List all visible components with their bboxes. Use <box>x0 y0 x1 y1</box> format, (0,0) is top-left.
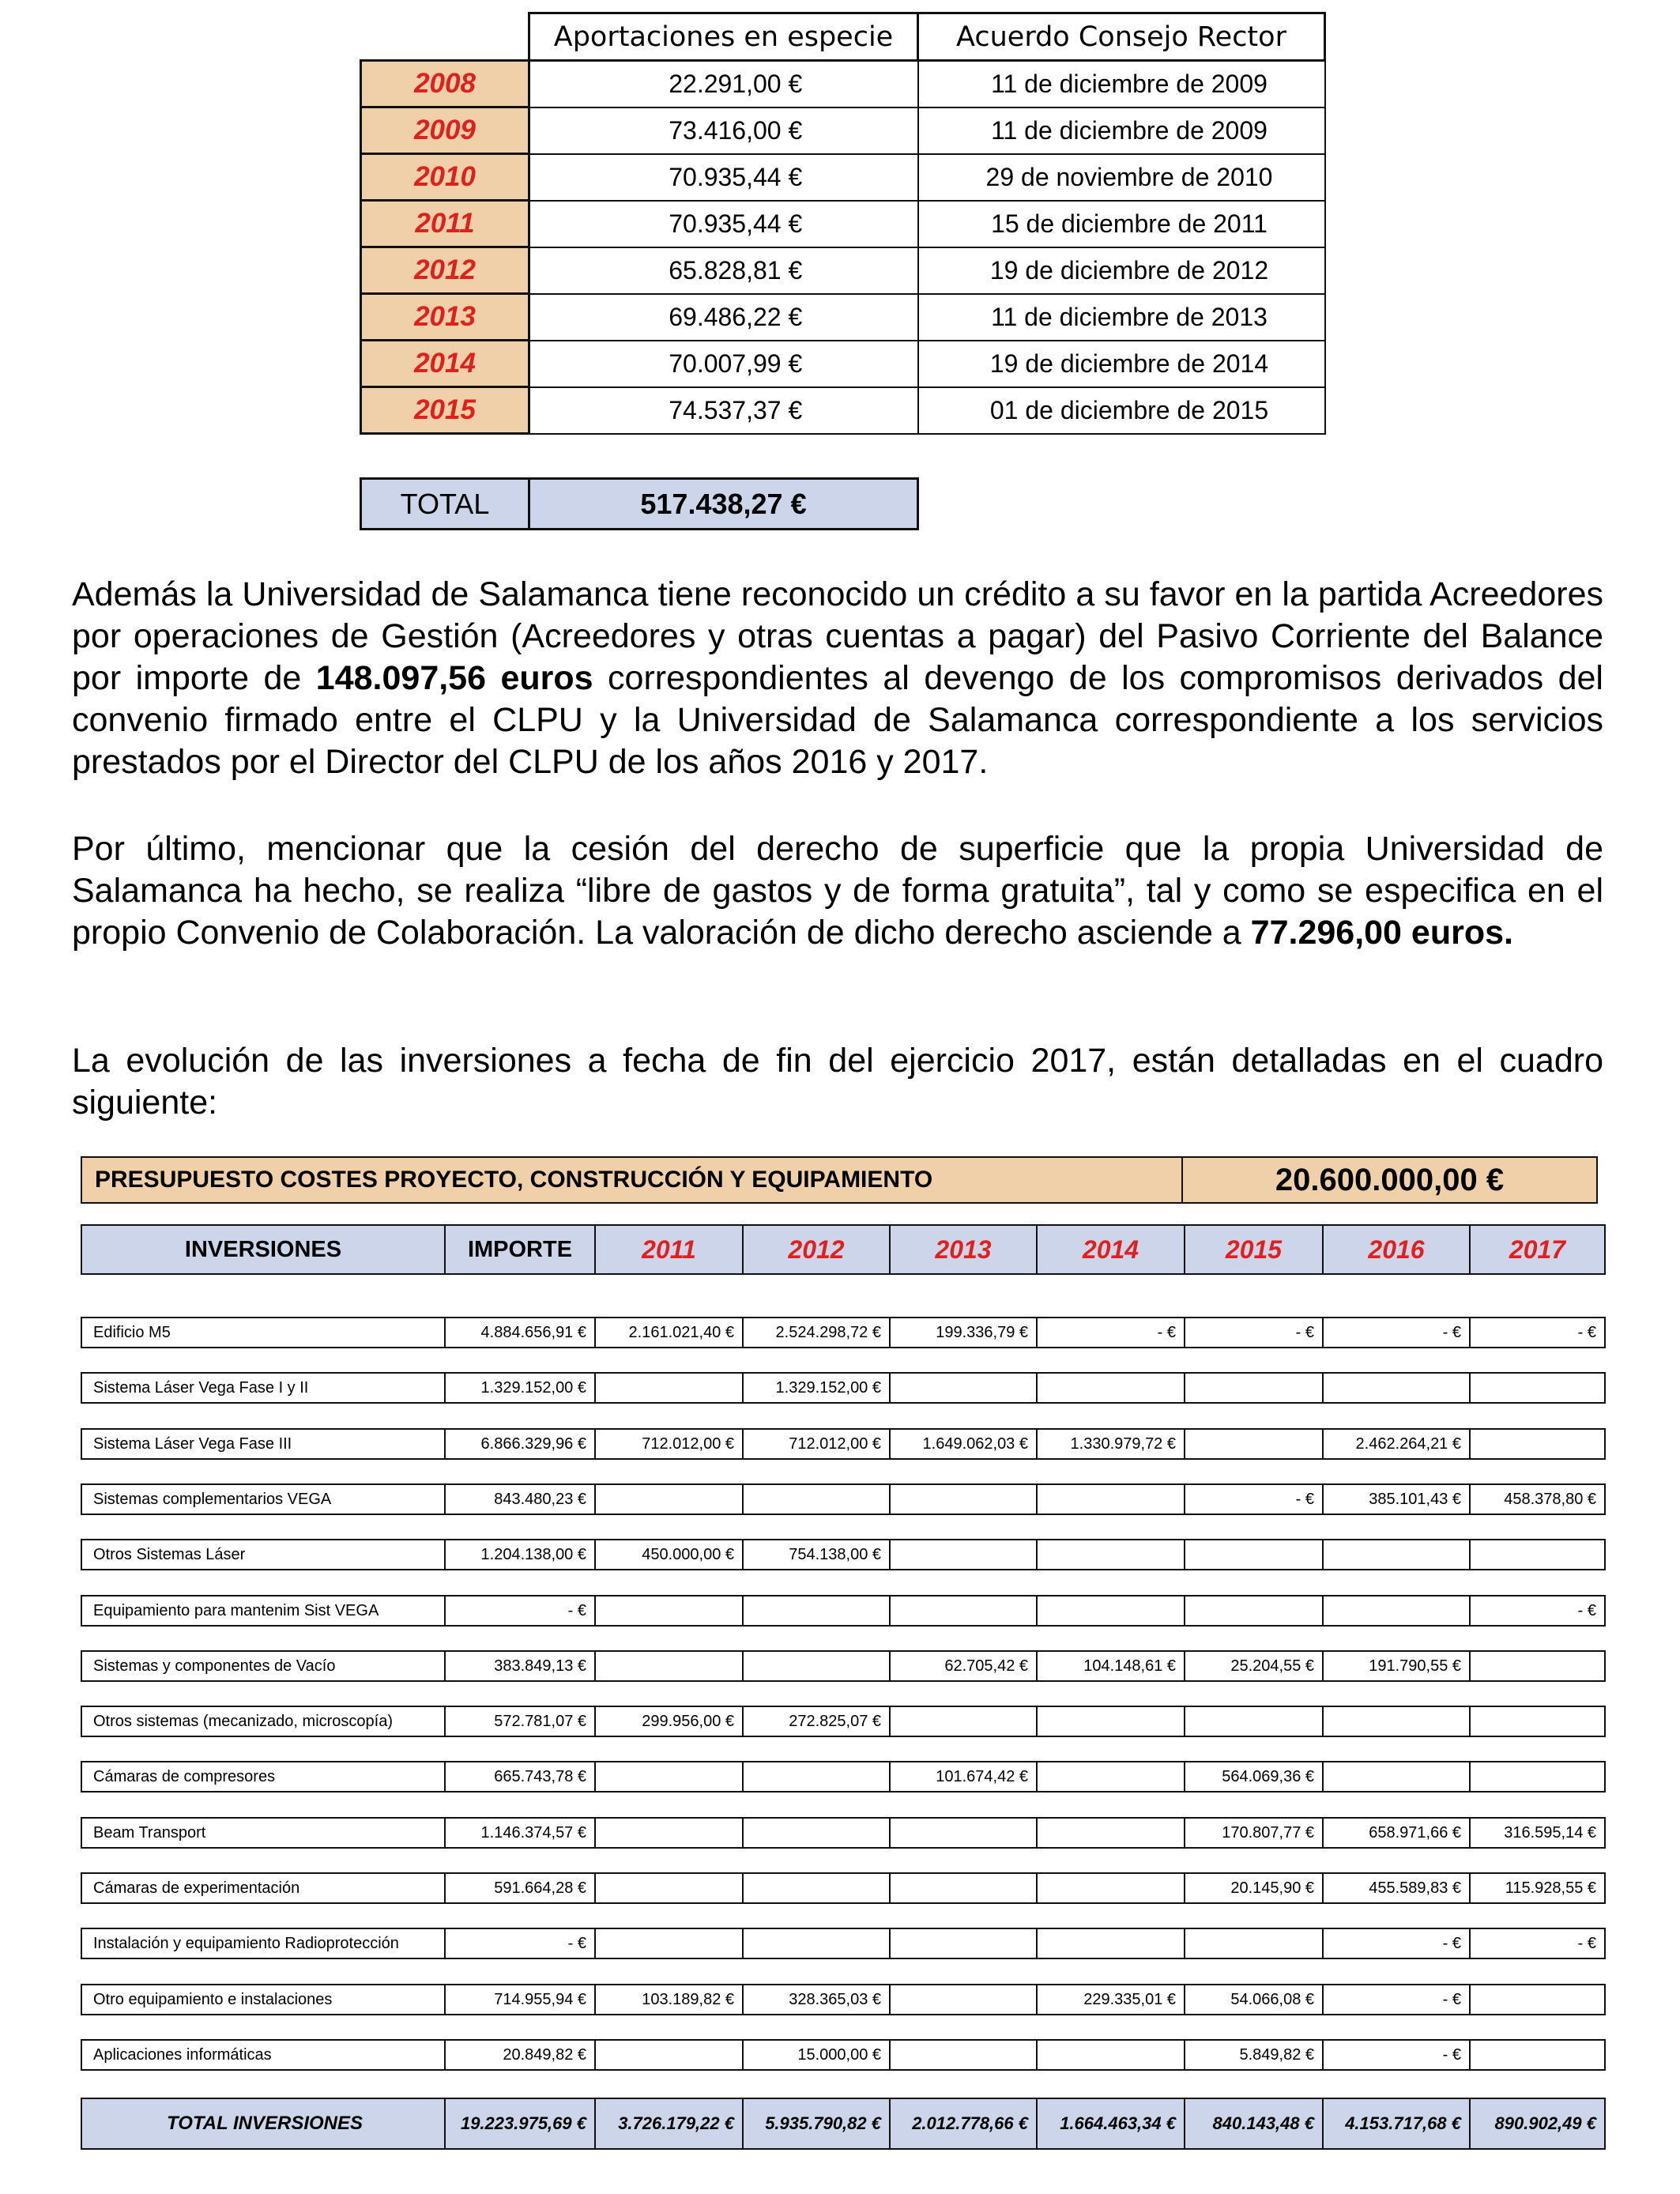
inversiones-header <box>81 1224 1606 1275</box>
table-row <box>81 1372 1606 1404</box>
inversion-amount-cell <box>890 1596 1037 1626</box>
inversion-amount-cell <box>1470 1429 1605 1459</box>
inversion-amount-cell: 712.012,00 € <box>743 1429 890 1459</box>
total-inversiones-label: TOTAL INVERSIONES <box>81 2098 445 2149</box>
table-row <box>81 1595 1606 1627</box>
inversion-amount-cell <box>595 1762 743 1792</box>
paragraph-credito <box>72 574 1603 783</box>
inversion-amount-cell: - € <box>1470 1318 1605 1348</box>
inversion-amount-cell: 2.161.021,40 € <box>595 1318 743 1348</box>
inversion-amount-cell <box>1037 2040 1185 2070</box>
inversion-name-cell: Cámaras de experimentación <box>81 1873 445 1903</box>
inversion-amount-cell: 15.000,00 € <box>743 2040 890 2070</box>
inversion-amount-cell <box>595 1651 743 1681</box>
amount-cell: 65.828,81 € <box>529 247 918 294</box>
inversion-amount-cell: - € <box>1323 1985 1470 2015</box>
inversion-amount-cell: 229.335,01 € <box>1037 1985 1185 2015</box>
inversion-amount-cell <box>743 1596 890 1626</box>
inversion-name-cell: Equipamiento para mantenim Sist VEGA <box>81 1596 445 1626</box>
inversion-amount-cell <box>890 1985 1037 2015</box>
amount-cell: 70.007,99 € <box>529 341 918 387</box>
inversion-amount-cell: 328.365,03 € <box>743 1985 890 2015</box>
table-row <box>361 387 1325 434</box>
table-row <box>81 2039 1606 2071</box>
aportaciones-header-row <box>361 13 1325 61</box>
total-cell: 2.012.778,66 € <box>890 2098 1037 2149</box>
inversion-amount-cell <box>1323 1373 1470 1403</box>
inversion-amount-cell: 843.480,23 € <box>445 1484 595 1514</box>
header-year: 2011 <box>595 1225 743 1274</box>
table-row <box>361 201 1325 247</box>
header-blank-cell <box>361 13 529 61</box>
date-cell: 11 de diciembre de 2013 <box>918 294 1325 341</box>
table-row <box>81 1428 1606 1460</box>
total-cell: 3.726.179,22 € <box>595 2098 743 2149</box>
inversion-amount-cell <box>1185 1928 1323 1958</box>
inversion-amount-cell <box>595 2040 743 2070</box>
inversion-amount-cell <box>1323 1762 1470 1792</box>
total-cell: 1.664.463,34 € <box>1037 2098 1185 2149</box>
table-row <box>361 294 1325 341</box>
inversion-amount-cell: 103.189,82 € <box>595 1985 743 2015</box>
table-row <box>81 1483 1606 1515</box>
inversion-amount-cell: 572.781,07 € <box>445 1706 595 1736</box>
inversion-amount-cell <box>890 1373 1037 1403</box>
table-row <box>81 1817 1606 1849</box>
inversion-amount-cell <box>595 1484 743 1514</box>
year-cell: 2010 <box>361 154 529 201</box>
date-cell: 11 de diciembre de 2009 <box>918 107 1325 154</box>
inversion-amount-cell: 385.101,43 € <box>1323 1484 1470 1514</box>
date-cell: 19 de diciembre de 2012 <box>918 247 1325 294</box>
inversion-amount-cell <box>890 1484 1037 1514</box>
header-importe: IMPORTE <box>445 1225 595 1274</box>
date-cell: 01 de diciembre de 2015 <box>918 387 1325 434</box>
inversion-amount-cell: 54.066,08 € <box>1185 1985 1323 2015</box>
inversion-amount-cell: 20.849,82 € <box>445 2040 595 2070</box>
total-cell: 5.935.790,82 € <box>743 2098 890 2149</box>
amount-cell: 70.935,44 € <box>529 154 918 201</box>
date-cell: 29 de noviembre de 2010 <box>918 154 1325 201</box>
amount-cell: 73.416,00 € <box>529 107 918 154</box>
total-cell: 840.143,48 € <box>1185 2098 1323 2149</box>
inversion-amount-cell <box>1185 1429 1323 1459</box>
inversion-amount-cell: - € <box>1470 1928 1605 1958</box>
inversion-amount-cell <box>1470 1540 1605 1570</box>
inversion-amount-cell: 104.148,61 € <box>1037 1651 1185 1681</box>
header-year: 2015 <box>1185 1225 1323 1274</box>
inversion-name-cell: Otros sistemas (mecanizado, microscopía) <box>81 1706 445 1736</box>
table-row <box>361 341 1325 387</box>
inversion-amount-cell: 712.012,00 € <box>595 1429 743 1459</box>
inversion-amount-cell: 1.330.979,72 € <box>1037 1429 1185 1459</box>
inversion-amount-cell <box>1470 1373 1605 1403</box>
inversion-amount-cell: 658.971,66 € <box>1323 1818 1470 1848</box>
table-row <box>81 1539 1606 1570</box>
inversion-amount-cell <box>890 1818 1037 1848</box>
inversion-amount-cell: 665.743,78 € <box>445 1762 595 1792</box>
inversion-amount-cell: - € <box>1185 1318 1323 1348</box>
inversion-amount-cell: 5.849,82 € <box>1185 2040 1323 2070</box>
inversion-amount-cell: 1.649.062,03 € <box>890 1429 1037 1459</box>
inversion-amount-cell <box>1037 1928 1185 1958</box>
inversion-name-cell: Instalación y equipamiento Radioprotección <box>81 1928 445 1958</box>
inversion-amount-cell <box>595 1596 743 1626</box>
inversion-amount-cell: 1.329.152,00 € <box>743 1373 890 1403</box>
inversion-amount-cell: 299.956,00 € <box>595 1706 743 1736</box>
inversion-amount-cell <box>890 2040 1037 2070</box>
inversion-amount-cell: 101.674,42 € <box>890 1762 1037 1792</box>
aportaciones-table <box>360 12 1326 435</box>
inversion-amount-cell: 62.705,42 € <box>890 1651 1037 1681</box>
inversion-amount-cell <box>1323 1596 1470 1626</box>
year-cell: 2014 <box>361 341 529 387</box>
inversion-amount-cell: 25.204,55 € <box>1185 1651 1323 1681</box>
inversion-amount-cell <box>1037 1596 1185 1626</box>
paragraph-text: Por último, mencionar que la cesión del derecho de superficie que la propia Universidad de Salamanca ha hecho, se realiza “libre de gastos y de forma gratuita”, tal y como se especifica en el propio Convenio de Colaboración. La valoración de dicho derecho asciende a <box>72 830 1603 952</box>
inversion-amount-cell: 714.955,94 € <box>445 1985 595 2015</box>
paragraph-bold-amount: 77.296,00 euros. <box>1250 914 1513 952</box>
table-row <box>361 107 1325 154</box>
paragraph-cesion <box>72 828 1603 954</box>
inversion-amount-cell <box>1470 1762 1605 1792</box>
paragraph-text: correspondientes al devengo de los compromisos derivados del convenio firmado entre el CLPU y la Universidad de Salamanca correspondiente a los servicios prestados por el Director del CLPU de los años 2016 y 2017. <box>72 659 1603 781</box>
inversion-amount-cell: 170.807,77 € <box>1185 1818 1323 1848</box>
inversion-amount-cell: 754.138,00 € <box>743 1540 890 1570</box>
inversion-amount-cell <box>595 1818 743 1848</box>
budget-value: 20.600.000,00 € <box>1182 1157 1597 1203</box>
inversion-name-cell: Aplicaciones informáticas <box>81 2040 445 2070</box>
inversion-amount-cell <box>743 1484 890 1514</box>
inversion-amount-cell: 450.000,00 € <box>595 1540 743 1570</box>
header-year: 2014 <box>1037 1225 1185 1274</box>
inversion-amount-cell: - € <box>1470 1596 1605 1626</box>
year-cell: 2011 <box>361 201 529 247</box>
inversion-amount-cell: 564.069,36 € <box>1185 1762 1323 1792</box>
inversion-amount-cell <box>595 1873 743 1903</box>
amount-cell: 22.291,00 € <box>529 61 918 107</box>
header-year: 2017 <box>1470 1225 1605 1274</box>
inversion-amount-cell <box>1470 1706 1605 1736</box>
inversion-amount-cell: - € <box>1323 1928 1470 1958</box>
table-row <box>81 1872 1606 1904</box>
inversion-amount-cell <box>1037 1540 1185 1570</box>
inversion-amount-cell <box>1037 1873 1185 1903</box>
inversion-amount-cell <box>1037 1818 1185 1848</box>
date-cell: 19 de diciembre de 2014 <box>918 341 1325 387</box>
table-row <box>81 1984 1606 2015</box>
inversion-amount-cell: 455.589,83 € <box>1323 1873 1470 1903</box>
budget-label: PRESUPUESTO COSTES PROYECTO, CONSTRUCCIÓN Y EQUIPAMIENTO <box>81 1157 1182 1203</box>
inversion-amount-cell <box>1037 1373 1185 1403</box>
inversion-amount-cell <box>1470 1651 1605 1681</box>
inversion-amount-cell <box>1037 1706 1185 1736</box>
inversion-amount-cell: - € <box>445 1928 595 1958</box>
budget-table <box>81 1156 1598 1204</box>
inversion-amount-cell: 1.204.138,00 € <box>445 1540 595 1570</box>
inversion-amount-cell: - € <box>1323 1318 1470 1348</box>
paragraph-evolucion: La evolución de las inversiones a fecha de fin del ejercicio 2017, están detalladas en el cuadro siguiente: <box>72 1042 1603 1122</box>
table-row <box>81 1928 1606 1959</box>
inversion-amount-cell: 458.378,80 € <box>1470 1484 1605 1514</box>
table-row <box>81 1317 1606 1348</box>
date-cell: 11 de diciembre de 2009 <box>918 61 1325 107</box>
inversion-amount-cell <box>890 1873 1037 1903</box>
header-inversiones: INVERSIONES <box>81 1225 445 1274</box>
inversion-amount-cell <box>595 1928 743 1958</box>
inversion-amount-cell <box>743 1928 890 1958</box>
header-year: 2012 <box>743 1225 890 1274</box>
inversiones-total-row <box>81 2098 1606 2150</box>
header-acuerdo: Acuerdo Consejo Rector <box>918 13 1325 61</box>
table-row <box>361 154 1325 201</box>
inversion-amount-cell <box>1037 1762 1185 1792</box>
inversion-amount-cell <box>743 1762 890 1792</box>
inversion-amount-cell: - € <box>445 1596 595 1626</box>
year-cell: 2009 <box>361 107 529 154</box>
inversion-amount-cell <box>1470 2040 1605 2070</box>
inversion-amount-cell <box>890 1540 1037 1570</box>
date-cell: 15 de diciembre de 2011 <box>918 201 1325 247</box>
total-cell: 890.902,49 € <box>1470 2098 1605 2149</box>
inversion-name-cell: Sistemas complementarios VEGA <box>81 1484 445 1514</box>
inversion-amount-cell <box>743 1651 890 1681</box>
inversion-amount-cell: 272.825,07 € <box>743 1706 890 1736</box>
inversion-name-cell: Edificio M5 <box>81 1318 445 1348</box>
amount-cell: 70.935,44 € <box>529 201 918 247</box>
amount-cell: 74.537,37 € <box>529 387 918 434</box>
inversion-amount-cell: 191.790,55 € <box>1323 1651 1470 1681</box>
paragraph-text: Además la Universidad de Salamanca tiene reconocido un crédito a su favor en la partida Acreedores por operaciones de Gestión (Acreedores y otras cuentas a pagar) del Pasivo Corriente del Balance por importe de <box>72 575 1603 697</box>
inversion-amount-cell <box>1185 1540 1323 1570</box>
inversion-amount-cell: 115.928,55 € <box>1470 1873 1605 1903</box>
inversion-name-cell: Otros Sistemas Láser <box>81 1540 445 1570</box>
inversion-amount-cell: 316.595,14 € <box>1470 1818 1605 1848</box>
inversion-name-cell: Sistema Láser Vega Fase III <box>81 1429 445 1459</box>
inversion-amount-cell: 20.145,90 € <box>1185 1873 1323 1903</box>
inversion-amount-cell <box>595 1373 743 1403</box>
year-cell: 2015 <box>361 387 529 434</box>
inversion-amount-cell <box>890 1928 1037 1958</box>
inversion-amount-cell: 2.524.298,72 € <box>743 1318 890 1348</box>
inversion-amount-cell: 383.849,13 € <box>445 1651 595 1681</box>
inversion-amount-cell: - € <box>1185 1484 1323 1514</box>
header-aportaciones: Aportaciones en especie <box>529 13 918 61</box>
inversion-name-cell: Sistemas y componentes de Vacío <box>81 1651 445 1681</box>
inversion-amount-cell: 1.146.374,57 € <box>445 1818 595 1848</box>
paragraph-bold-amount: 148.097,56 euros <box>315 659 593 697</box>
header-year: 2013 <box>890 1225 1037 1274</box>
inversion-name-cell: Beam Transport <box>81 1818 445 1848</box>
inversion-amount-cell <box>1185 1706 1323 1736</box>
inversion-name-cell: Otro equipamiento e instalaciones <box>81 1985 445 2015</box>
total-cell: 19.223.975,69 € <box>445 2098 595 2149</box>
table-row <box>361 247 1325 294</box>
year-cell: 2012 <box>361 247 529 294</box>
inversion-amount-cell: 1.329.152,00 € <box>445 1373 595 1403</box>
table-row <box>81 1650 1606 1682</box>
inversion-amount-cell <box>1323 1706 1470 1736</box>
inversion-amount-cell: 2.462.264,21 € <box>1323 1429 1470 1459</box>
total-cell: 4.153.717,68 € <box>1323 2098 1470 2149</box>
inversion-amount-cell <box>743 1873 890 1903</box>
inversion-amount-cell: 6.866.329,96 € <box>445 1429 595 1459</box>
total-value: 517.438,27 € <box>529 479 918 530</box>
inversion-amount-cell: 199.336,79 € <box>890 1318 1037 1348</box>
inversion-amount-cell <box>1037 1484 1185 1514</box>
inversion-amount-cell <box>1185 1596 1323 1626</box>
inversion-amount-cell: - € <box>1037 1318 1185 1348</box>
inversion-amount-cell <box>890 1706 1037 1736</box>
inversion-amount-cell <box>1470 1985 1605 2015</box>
table-row <box>81 1706 1606 1737</box>
total-label: TOTAL <box>361 479 529 530</box>
inversion-name-cell: Sistema Láser Vega Fase I y II <box>81 1373 445 1403</box>
inversion-amount-cell <box>743 1818 890 1848</box>
table-row <box>361 61 1325 107</box>
inversion-amount-cell: 591.664,28 € <box>445 1873 595 1903</box>
year-cell: 2013 <box>361 294 529 341</box>
year-cell: 2008 <box>361 61 529 107</box>
inversion-amount-cell: - € <box>1323 2040 1470 2070</box>
table-row <box>81 1761 1606 1793</box>
inversion-name-cell: Cámaras de compresores <box>81 1762 445 1792</box>
aportaciones-total <box>360 477 919 530</box>
header-year: 2016 <box>1323 1225 1470 1274</box>
inversion-amount-cell <box>1185 1373 1323 1403</box>
inversion-amount-cell <box>1323 1540 1470 1570</box>
inversion-amount-cell: 4.884.656,91 € <box>445 1318 595 1348</box>
amount-cell: 69.486,22 € <box>529 294 918 341</box>
